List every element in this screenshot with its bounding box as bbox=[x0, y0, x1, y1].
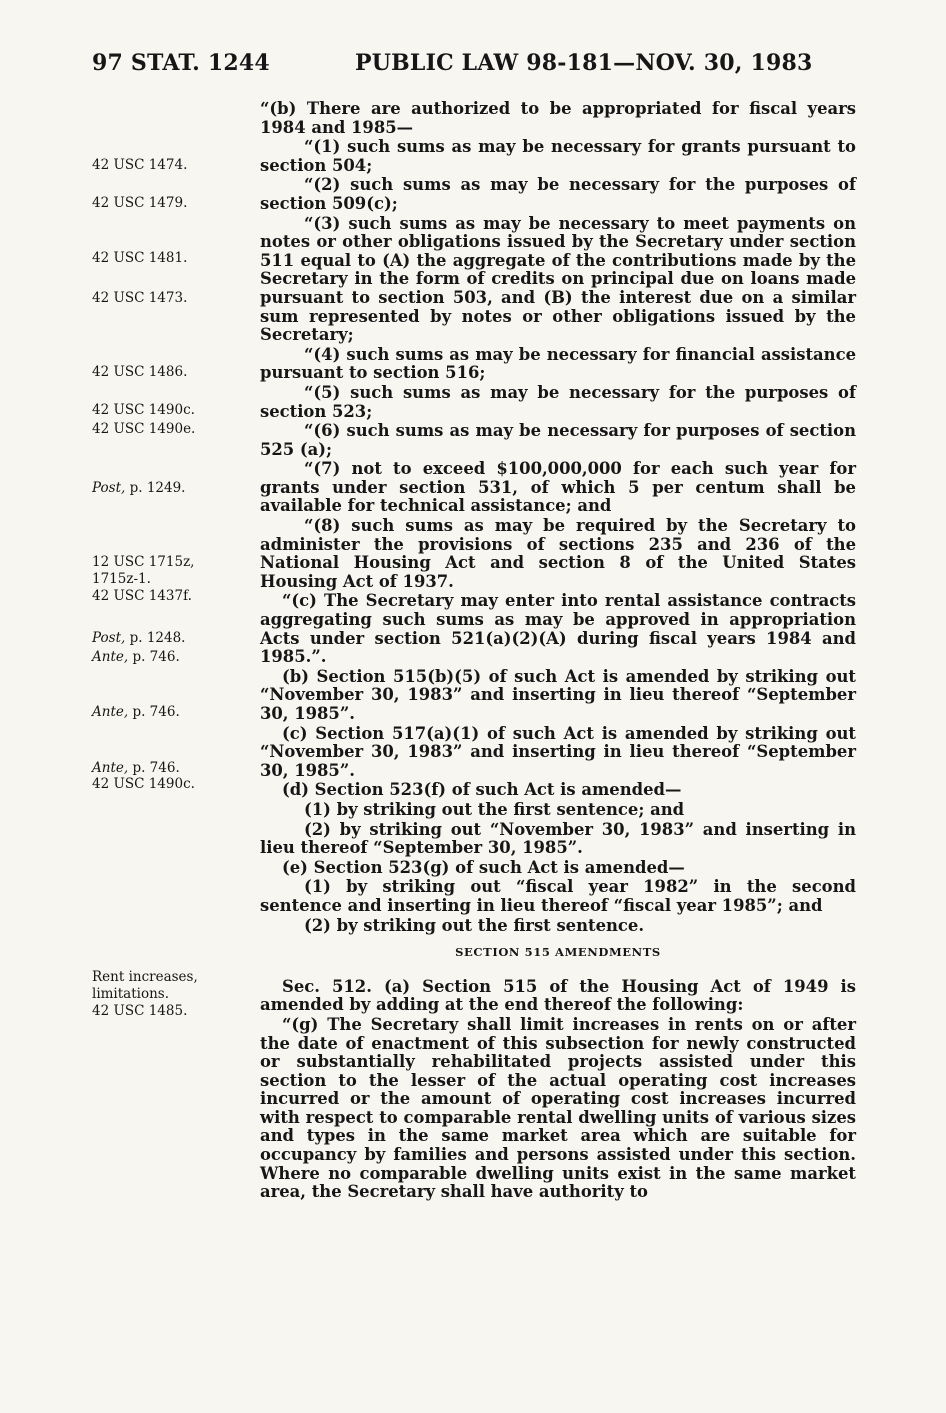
margin-note: 42 USC 1474. bbox=[92, 157, 188, 173]
margin-note bbox=[92, 554, 252, 605]
margin-note: 42 USC 1481. bbox=[92, 250, 188, 266]
page-title: PUBLIC LAW 98-181—NOV. 30, 1983 bbox=[355, 50, 813, 76]
margin-note bbox=[92, 704, 252, 721]
paragraph: (d) Section 523(f) of such Act is amended— bbox=[282, 780, 682, 800]
margin-note-rest: p. 1249. bbox=[125, 480, 186, 496]
paragraph: “(5) such sums as may be necessary for the purposes of section 523; bbox=[260, 382, 856, 421]
paragraph: “(2) such sums as may be necessary for the purposes of section 509(c); bbox=[260, 175, 856, 213]
paragraph: “(b) There are authorized to be appropriated for fiscal years 1984 and 1985— bbox=[260, 99, 856, 137]
margin-note-italic: Ante, bbox=[92, 760, 129, 776]
margin-note: 42 USC 1479. bbox=[92, 195, 188, 211]
paragraph: (b) Section 515(b)(5) of such Act is amended by striking out “November 30, 1983” and inserting in lieu thereof “September 30, 1985”. bbox=[260, 666, 856, 723]
paragraph: (c) Section 517(a)(1) of such Act is amended by striking out “November 30, 1983” and inserting in lieu thereof “September 30, 1985”. bbox=[260, 723, 856, 780]
paragraph: “(7) not to exceed $100,000,000 for each such year for grants under section 531, of which 5 per centum shall be available for technical assistance; and bbox=[260, 459, 856, 516]
page-stat-number: 97 STAT. 1244 bbox=[92, 50, 270, 76]
margin-note-rest: p. 746. bbox=[128, 760, 180, 776]
paragraph: (e) Section 523(g) of such Act is amended— bbox=[282, 857, 685, 877]
margin-note: 42 USC 1486. bbox=[92, 364, 188, 380]
statute-body bbox=[260, 100, 856, 1203]
margin-note: 42 USC 1490c. bbox=[92, 402, 195, 418]
margin-note-line: 42 USC 1437f. bbox=[92, 588, 192, 604]
margin-note-italic: Ante, bbox=[92, 704, 129, 720]
paragraph: “(c) The Secretary may enter into rental assistance contracts aggregating such sums as may be approved in appropriation Acts under section 521(a)(2)(A) during fiscal years 1984 and 1985.”. bbox=[260, 591, 856, 667]
paragraph: “(3) such sums as may be necessary to meet payments on notes or other obligations issued by the Secretary under section 511 equal to (A) the aggregate of the contributions made by the Secretary in the form of credits on principal due on loans made pursuant to section 503, and (B) the interest due on a similar sum represented by notes or other obligations issued by the Secretary; bbox=[260, 213, 856, 345]
paragraph: (1) by striking out the first sentence; and bbox=[304, 799, 685, 819]
margin-note-rest: p. 746. bbox=[128, 704, 180, 720]
margin-note bbox=[92, 969, 252, 1020]
margin-note-italic: Post, bbox=[92, 630, 126, 646]
paragraph: “(4) such sums as may be necessary for financial assistance pursuant to section 516; bbox=[260, 344, 856, 383]
paragraph: Sec. 512. (a) Section 515 of the Housing Act of 1949 is amended by adding at the end thereof the following: bbox=[260, 976, 856, 1015]
paragraph: “(6) such sums as may be necessary for purposes of section 525 (a); bbox=[260, 421, 856, 459]
margin-note-line: 42 USC 1485. bbox=[92, 1003, 188, 1019]
margin-note: 42 USC 1473. bbox=[92, 290, 188, 306]
paragraph: “(1) such sums as may be necessary for grants pursuant to section 504; bbox=[260, 137, 856, 175]
paragraph: (1) by striking out “fiscal year 1982” in the second sentence and inserting in lieu thereof “fiscal year 1985”; and bbox=[260, 877, 856, 915]
margin-note bbox=[92, 480, 252, 497]
margin-note-line: limitations. bbox=[92, 986, 170, 1002]
margin-note-rest: p. 1248. bbox=[125, 630, 186, 646]
margin-note: 42 USC 1490e. bbox=[92, 421, 196, 437]
margin-note bbox=[92, 760, 252, 777]
margin-note bbox=[92, 649, 252, 666]
section-heading: SECTION 515 AMENDMENTS bbox=[455, 945, 661, 960]
paragraph: “(8) such sums as may be required by the Secretary to administer the provisions of sections 235 and 236 of the National Housing Act and section 8 of the United States Housing Act of 1937. bbox=[260, 516, 856, 591]
margin-note-italic: Ante, bbox=[92, 649, 129, 665]
margin-note: 42 USC 1490c. bbox=[92, 776, 195, 792]
margin-note-line: 12 USC 1715z, bbox=[92, 554, 195, 570]
margin-note-italic: Post, bbox=[92, 480, 126, 496]
paragraph: “(g) The Secretary shall limit increases in rents on or after the date of enactment of this subsection for newly constructed or substantially rehabilitated projects assisted under this section to the lesser of the actual operating cost increases incurred or the amount of operating cost increases incurred with respect to comparable rental dwelling units of various sizes and types in the same market area which are suitable for occupancy by families and persons assisted under this section. Where no comparable dwelling units exist in the same market area, the Secretary shall have authority to bbox=[260, 1014, 856, 1202]
margin-note bbox=[92, 630, 252, 647]
margin-note-rest: p. 746. bbox=[128, 649, 180, 665]
margin-note-line: Rent increases, bbox=[92, 969, 198, 985]
margin-note-line: 1715z-1. bbox=[92, 571, 151, 587]
paragraph: (2) by striking out “November 30, 1983” and inserting in lieu thereof “September 30, 1985”. bbox=[260, 819, 856, 858]
paragraph: (2) by striking out the first sentence. bbox=[304, 915, 645, 935]
